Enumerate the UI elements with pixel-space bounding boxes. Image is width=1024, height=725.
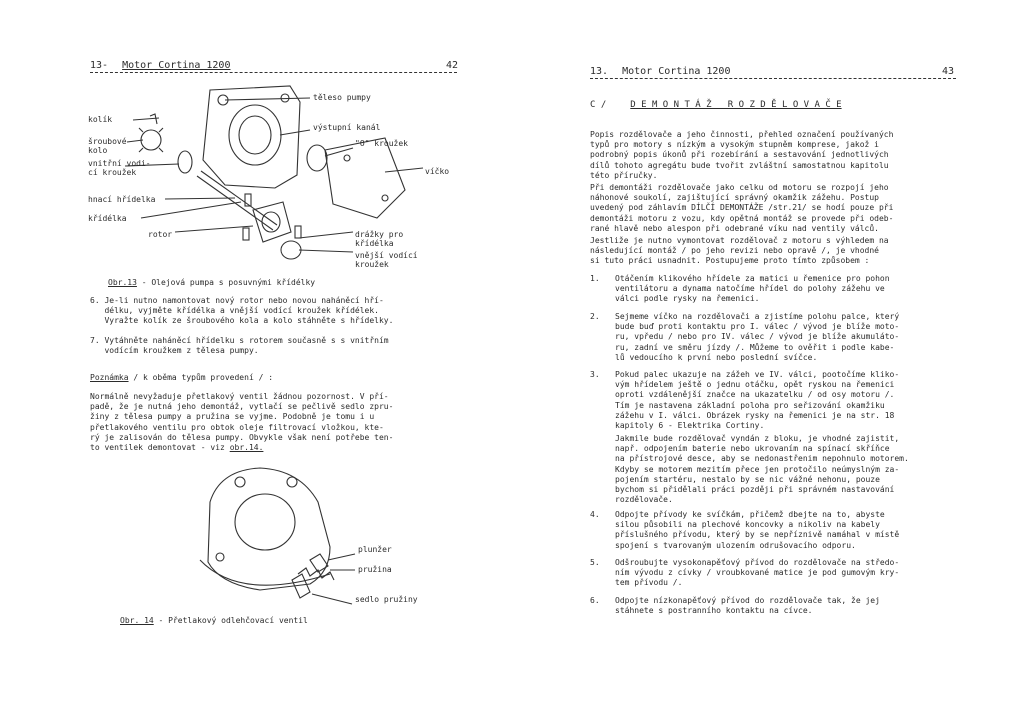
label-vicko: víčko [425, 167, 450, 176]
gear-shape [141, 130, 161, 150]
o-ring-shape [307, 145, 327, 171]
label-vystupni-kanal: výstupní kanál [313, 123, 381, 132]
item-5-number: 5. [590, 558, 600, 567]
note-body-text: Normálně nevyžaduje přetlakový ventil žádnou pozornost. V pří- padě, že je nutná jeho demontáž, vytlačí se pečlivě sedlo zpru- žiny z tělesa pumpy a pružina se vyjme. Podobně je tomu i u přetlakového ventilu pro obtok oleje filtrovací vložkou, kte- rý je zalisován do tělesa pumpy. Obvykle však není potřebe ten- to ventilek demontovat - viz [90, 392, 394, 453]
pump-body-shape [203, 86, 300, 188]
note-heading-word: Poznámka [90, 373, 129, 382]
label-rotor: rotor [148, 230, 173, 239]
label-kridelka: křídélka [88, 214, 127, 223]
lid-shape [325, 138, 405, 218]
fig14-caption [120, 616, 308, 626]
right-header-rule [590, 78, 956, 79]
oil-pump-diagram [85, 80, 465, 285]
label-o-krouzek: "O" kroužek [355, 139, 408, 148]
fig14-caption-ref: Obr. 14 [120, 616, 154, 625]
fig13-caption-ref: Obr.13 [108, 278, 137, 287]
label-pruzina: pružina [358, 565, 392, 574]
right-book-title: Motor Cortina 1200 [622, 66, 731, 77]
pump-bore-shape [229, 105, 281, 165]
item-6-text: Odpojte nízkonapěťový přívod do rozdělovače tak, že jej stáhnete s postranního kontaktu na cívce. [615, 596, 880, 616]
label-teleso-pumpy: těleso pumpy [313, 93, 371, 102]
label-drazky: drážky pro křídélka [355, 230, 404, 248]
left-page-number: 42 [446, 60, 459, 71]
section-label: C / [590, 100, 607, 110]
relief-valve-diagram [180, 462, 460, 612]
note-heading [90, 373, 273, 383]
label-sroubove-kolo: šroubové kolo [88, 137, 127, 155]
intro-paragraph: Popis rozdělovače a jeho činnosti, přehled označení používaných typů pro motory s nízkým a vysokým stupněm komprese, jakož i podrobný popis úkonů při rozebírání a sestavování jednotlivých dílů tohoto agregátu bude tvořit zvláštní samostatnou kapitolu této příručky. [590, 130, 894, 180]
paragraph-a: Při demontáži rozdělovače jako celku od motoru se rozpojí jeho náhonové soukolí, zajištující správný okamžik zážehu. Postup uvedený pod záhlavím DÍLČÍ DEMONTÁŽE /str.21/ se hodí pouze při demontáži motoru z vozu, kdy opětná montáž se provede při odeb- rané hlavě nebo alespon při odebrané víku nad ventily válců. [590, 183, 894, 233]
outer-ring-shape [281, 241, 301, 259]
label-kolik: kolík [88, 115, 113, 124]
item-2-text: Sejmeme víčko na rozdělovači a zjistíme polohu palce, který bude buď proti kontaktu pro I. válec / vývod je blíže moto- ru, vpředu / nebo pro IV. válec / vývod je blíže akumuláto- ru, zadní ve směru jízdy /. Můžeme to ověřit i podle kabe- lů vedoucího k první nebo poslední svíčce. [615, 312, 900, 362]
right-page [512, 0, 1024, 725]
fig14-caption-text: - Přetlakový odlehčovací ventil [153, 616, 308, 625]
label-vnitrni-krouzek: vnitřní vodi-cí kroužek [88, 159, 151, 177]
label-vnejsi-krouzek: vnější vodící kroužek [355, 251, 418, 269]
left-page-header [90, 60, 230, 71]
item-6-number: 6. [590, 596, 600, 605]
right-page-header [590, 66, 730, 77]
item-1-text: Otáčením klikového hřídele za matici u řemenice pro pohon ventilátoru a dynama natočíme hřídel do polohy zážehu ve válci podle rysky na řemenici. [615, 274, 890, 304]
fig13-caption-text: - Olejová pumpa s posuvnými křídélky [136, 278, 316, 287]
right-page-number: 43 [942, 66, 955, 77]
paragraph-b: Jestliže je nutno vymontovat rozdělovač z motoru s výhledem na následující montáž / po jeho revizi nebo opravě /, je vhodné si tuto práci usnadnit. Postupujeme proto tímto způsobem : [590, 236, 889, 266]
left-header-rule [90, 72, 457, 73]
paragraph-7: 7. Vytáhněte naháněcí hřídelku s rotorem současně s s vnitřním vodícím kroužkem z tělesa pumpy. [90, 336, 389, 356]
paragraph-6: 6. Je-li nutno namontovat nový rotor nebo novou naháněcí hří- délku, vyjměte křídélka a vnější vodící kroužek křídélek. Vyražte kolík ze šroubového kola a kolo stáhněte s hřídelky. [90, 296, 394, 326]
section-title: D E M O N T Á Ž R O Z D Ě L O V A Č E [630, 100, 842, 110]
note-fig-ref: obr.14. [229, 443, 264, 453]
item-2-number: 2. [590, 312, 600, 321]
spring-seat-shape [292, 574, 310, 598]
note-heading-rest: / k oběma typům provedení / : [128, 373, 274, 382]
shaft-shape [197, 171, 277, 230]
item-4-text: Odpojte přívody ke svíčkám, přičemž dbejte na to, abyste silou působili na plechové koncovky a nikoliv na kabely příslušného přívodu, který by se nepříznivě namáhal v místě spojení s tvarovaným ulozením odrušovacího odporu. [615, 510, 900, 550]
label-hnaci-hridelka: hnací hřídelka [88, 195, 156, 204]
section-heading [590, 100, 842, 110]
item-3-text: Pokud palec ukazuje na zážeh ve IV. válci, pootočíme kliko- vým hřídelem ještě o jednu otáčku, opět ryskou na řemenici oproti vzdálenější značce na ukazatelku / od osy motoru /. Tím je nastavena základní poloha pro seřizování okamžiku zážehu v I. válci. Obrázek rysky na řemenici je na str. 18 kapitoly 6 - Elektrika Cortiny. [615, 370, 900, 431]
left-book-title: Motor Cortina 1200 [122, 60, 231, 71]
right-chapter-number: 13. [590, 66, 609, 77]
label-sedlo-pruziny: sedlo pružiny [355, 595, 418, 604]
label-plunzer: plunžer [358, 545, 392, 554]
item-5-text: Odšroubujte vysokonapěťový přívod do rozdělovače na středo- ním vývodu z cívky / vroubkované matice je pod gumovým kry- tem přívodu /. [615, 558, 900, 588]
item-4-number: 4. [590, 510, 600, 519]
item-1-number: 1. [590, 274, 600, 283]
valve-body-shape [208, 468, 330, 590]
item-3-number: 3. [590, 370, 600, 379]
fig13-caption [108, 278, 315, 288]
left-chapter-number: 13- [90, 60, 109, 71]
note-body [90, 392, 393, 453]
item-3-continuation: Jakmile bude rozdělovač vyndán z bloku, je vhodné zajistit, např. odpojením baterie nebo ukrovaním na spínací skříňce na přístrojové desce, aby se nedonastřenim nepohnulo motorem. Kdyby se motorem mezitím přece jen protočilo neúmyslným za- pojením startéru, nestalo by se nic vážné nehonu, pouze bychom si přidělali práci později při správném nastavování rozdělovače. [615, 434, 909, 505]
